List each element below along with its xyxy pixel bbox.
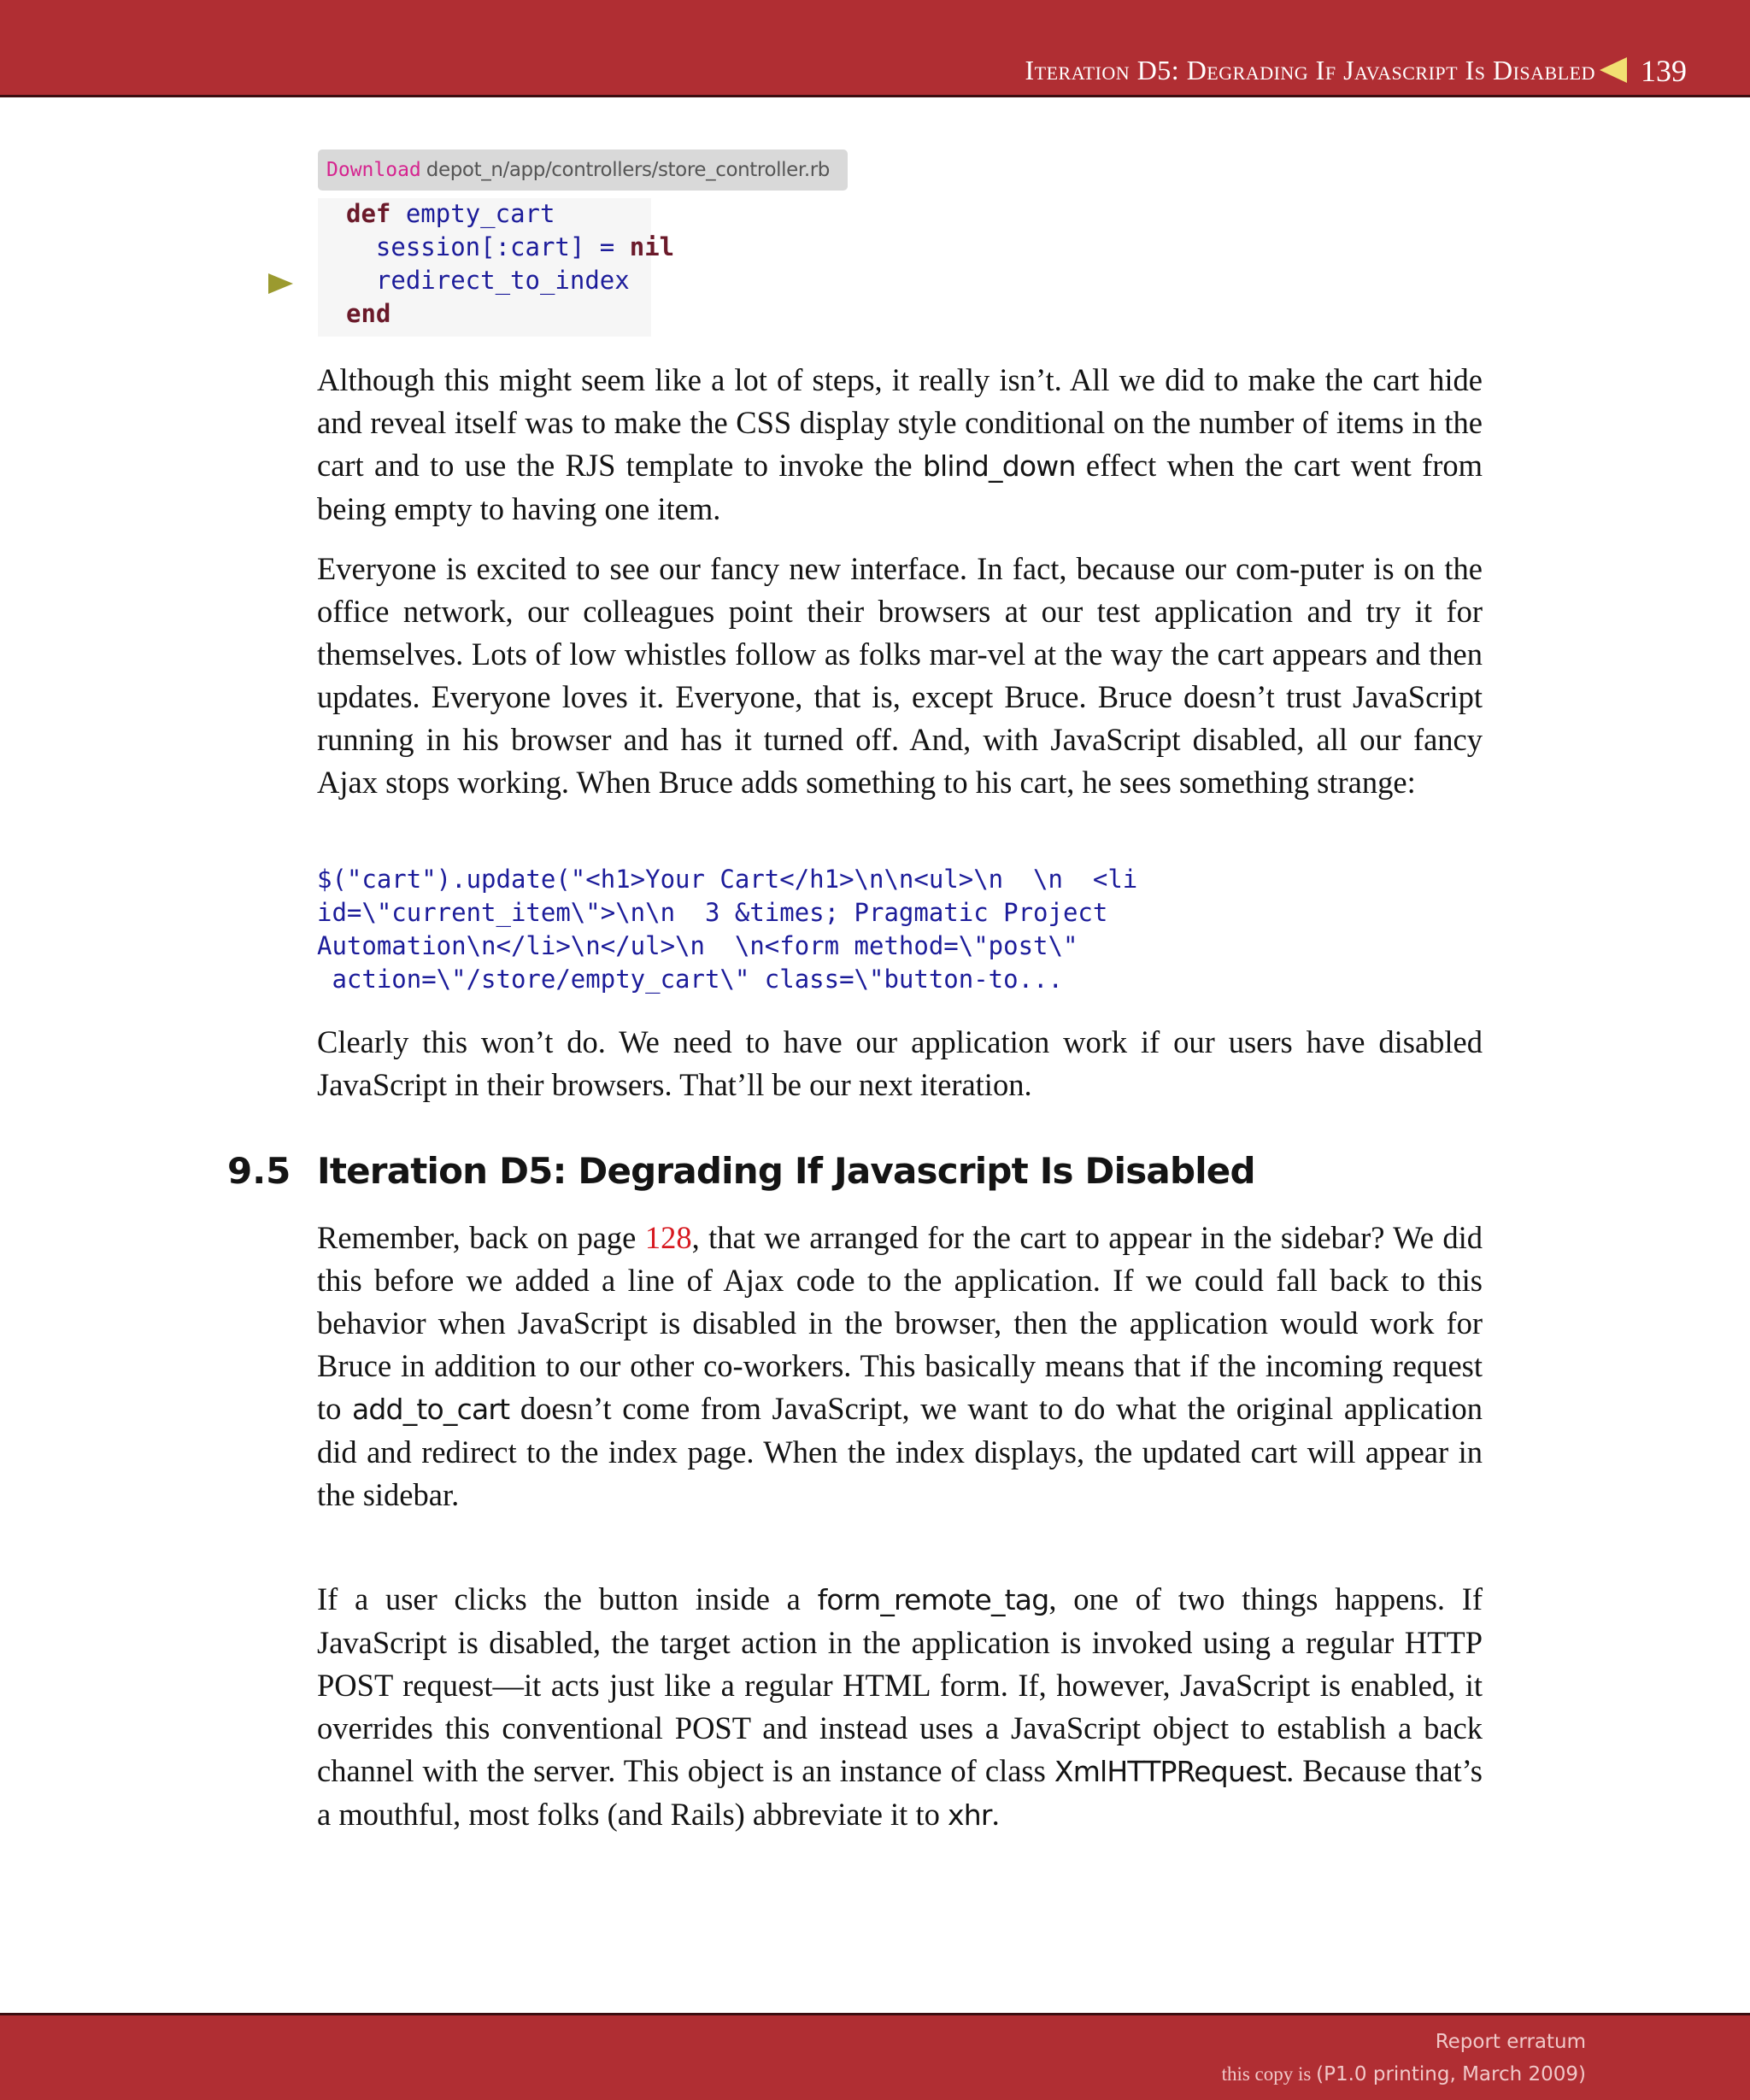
paragraph: Everyone is excited to see our fancy new interface. In fact, because our com-puter is on the office network, our colleagues point their browsers at our test application and try it for themselves. Lots of low whistles follow as folks mar-vel at the way the cart appears and then updates. Everyone loves it. Everyone, that is, except Bruce. Bruce doesn’t trust JavaScript running in his browser and has it turned off. And, with JavaScript disabled, all our fancy Ajax stops working. When Bruce adds something to his cart, he sees something strange: [317,551,1483,800]
page-header [0,0,1750,97]
page-number: 139 [1641,54,1687,88]
code-line: id=\"current_item\">\n\n 3 &times; Pragmatic Project [317,898,1108,927]
paragraph: Remember, back on page 128, that we arranged for the cart to appear in the sidebar? We did this before we added a line of Ajax code to the application. If we could fall back to this behavior when JavaScript is disabled in the browser, then the application would work for Bruce in addition to our other co-workers. This basically means that if the incoming request to add_to_cart doesn’t come from JavaScript, we want to do what the original application did and redirect to the index page. When the index displays, the updated cart will appear in the sidebar. [317,1220,1483,1512]
inline-code: blind_down [922,449,1076,483]
paragraph: Clearly this won’t do. We need to have our application work if our users have disabled JavaScript in their browsers. That’ll be our next iteration. [317,1024,1483,1102]
section-heading: Iteration D5: Degrading If Javascript Is Disabled [317,1150,1255,1192]
code-line: def empty_cart [346,199,555,228]
download-link[interactable]: Download [326,159,421,181]
running-head-title: Iteration D5: Degrading If Javascript Is Disabled [1025,55,1595,85]
code-line: $("cart").update("<h1>Your Cart</h1>\n\n<ul>\n \n <li [317,865,1138,894]
printing-info: this copy is (P1.0 printing, March 2009) [1221,2063,1586,2085]
inline-code: XmlHTTPRequest [1054,1755,1287,1788]
code-line: end [346,299,391,328]
previous-page-arrow-icon[interactable] [1600,57,1627,83]
rjs-output-code [317,863,1137,996]
code-line: action=\"/store/empty_cart\" class=\"button-to... [317,965,1063,994]
download-file-path: depot_n/app/controllers/store_controller.rb [426,159,830,181]
code-line: session[:cart] = nil [346,232,675,261]
code-line: Automation\n</li>\n</ul>\n \n<form method=\"post\" [317,931,1078,960]
page-footer [0,2013,1750,2100]
section-number: 9.5 [227,1150,291,1192]
inline-code: add_to_cart [351,1393,510,1426]
page-reference-link[interactable]: 128 [644,1220,692,1255]
code-download-bar [318,150,848,191]
changed-line-marker-icon [268,273,293,294]
code-line-highlighted: redirect_to_index [346,266,630,295]
paragraph: If a user clicks the button inside a form_remote_tag, one of two things happens. If JavaScript is disabled, the target action in the application is invoked using a regular HTTP POST request—it acts just like a regular HTML form. If, however, JavaScript is enabled, it overrides this conventional POST and instead uses a JavaScript object to establish a back channel with the server. This object is an instance of class XmlHTTPRequest. Because that’s a mouthful, most folks (and Rails) abbreviate it to xhr. [317,1581,1483,1832]
report-erratum-link[interactable]: Report erratum [1435,2031,1586,2053]
inline-code: form_remote_tag [817,1583,1049,1616]
inline-code: xhr [947,1798,992,1832]
paragraph: Although this might seem like a lot of steps, it really isn’t. All we did to make the cart hide and reveal itself was to make the CSS display style conditional on the number of items in the cart and to use the RJS template to invoke the blind_down effect when the cart went from being empty to having one item. [317,362,1483,526]
